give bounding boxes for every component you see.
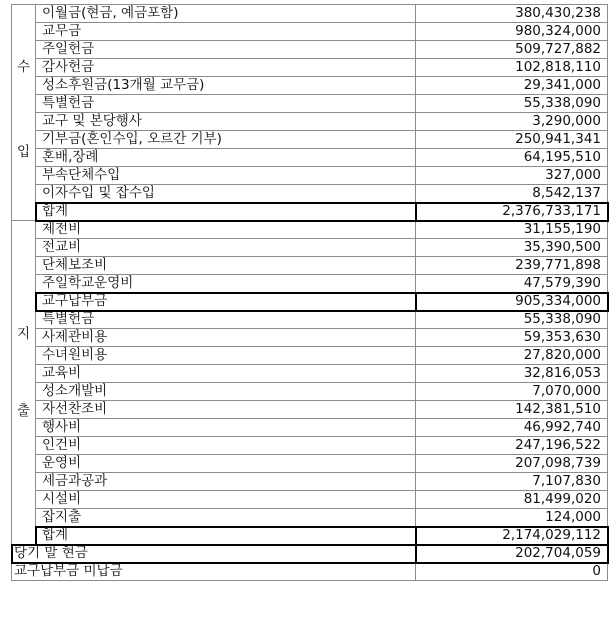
expense-item-value: 7,107,830 <box>416 473 608 491</box>
income-item-value: 55,338,090 <box>416 95 608 113</box>
finance-report <box>11 4 608 581</box>
expense-total-row <box>12 527 608 545</box>
expense-item-value: 81,499,020 <box>416 491 608 509</box>
income-section <box>12 5 608 221</box>
table-row <box>12 257 608 275</box>
expense-item-value: 27,820,000 <box>416 347 608 365</box>
footer-section <box>12 545 608 581</box>
table-row <box>12 329 608 347</box>
income-item-label: 기부금(혼인수입, 오르간 기부) <box>36 131 416 149</box>
table-row <box>12 167 608 185</box>
table-row <box>12 365 608 383</box>
unpaid-dues-value: 0 <box>416 563 608 581</box>
table-row <box>12 41 608 59</box>
table-row <box>12 311 608 329</box>
unpaid-dues-row <box>12 563 608 581</box>
expense-item-value: 55,338,090 <box>416 311 608 329</box>
expense-item-label: 자선찬조비 <box>36 401 416 419</box>
table-row <box>12 455 608 473</box>
expense-item-value: 905,334,000 <box>416 293 608 311</box>
income-item-label: 성소후원금(13개월 교무금) <box>36 77 416 95</box>
table-row <box>12 383 608 401</box>
expense-item-value: 207,098,739 <box>416 455 608 473</box>
table-row <box>12 59 608 77</box>
unpaid-dues-label: 교구납부금 미납금 <box>12 563 416 581</box>
table-row <box>12 473 608 491</box>
expense-item-value: 7,070,000 <box>416 383 608 401</box>
expense-total-label: 합계 <box>36 527 416 545</box>
table-row <box>12 77 608 95</box>
expense-section <box>12 221 608 545</box>
expense-item-label: 수녀원비용 <box>36 347 416 365</box>
income-item-value: 8,542,137 <box>416 185 608 203</box>
income-item-label: 혼배,장례 <box>36 149 416 167</box>
income-item-value: 64,195,510 <box>416 149 608 167</box>
expense-item-value: 32,816,053 <box>416 365 608 383</box>
income-total-row <box>12 203 608 221</box>
income-side-char-2: 입 <box>16 143 31 160</box>
expense-item-value: 59,353,630 <box>416 329 608 347</box>
table-row <box>12 185 608 203</box>
expense-item-value: 142,381,510 <box>416 401 608 419</box>
income-item-value: 102,818,110 <box>416 59 608 77</box>
expense-item-label: 전교비 <box>36 239 416 257</box>
income-item-label: 이자수입 및 잡수입 <box>36 185 416 203</box>
expense-item-label: 잡지출 <box>36 509 416 527</box>
table-row <box>12 5 608 23</box>
closing-cash-row <box>12 545 608 563</box>
income-side-label <box>12 5 36 221</box>
income-item-value: 327,000 <box>416 167 608 185</box>
expense-item-label: 단체보조비 <box>36 257 416 275</box>
expense-total-value: 2,174,029,112 <box>416 527 608 545</box>
expense-item-label: 제전비 <box>36 221 416 239</box>
expense-item-value: 239,771,898 <box>416 257 608 275</box>
income-total-value: 2,376,733,171 <box>416 203 608 221</box>
table-row <box>12 275 608 293</box>
table-row <box>12 419 608 437</box>
expense-item-label: 성소개발비 <box>36 383 416 401</box>
income-side-char-1: 수 <box>16 58 31 75</box>
income-item-label: 감사헌금 <box>36 59 416 77</box>
expense-item-label: 교구납부금 <box>36 293 416 311</box>
table-row <box>12 131 608 149</box>
closing-cash-label: 당기 말 현금 <box>12 545 416 563</box>
expense-side-label <box>12 221 36 545</box>
income-item-label: 이월금(현금, 예금포함) <box>36 5 416 23</box>
expense-item-label: 시설비 <box>36 491 416 509</box>
expense-item-label: 특별헌금 <box>36 311 416 329</box>
expense-item-value: 47,579,390 <box>416 275 608 293</box>
expense-item-value: 31,155,190 <box>416 221 608 239</box>
expense-item-value: 35,390,500 <box>416 239 608 257</box>
income-item-value: 509,727,882 <box>416 41 608 59</box>
table-row <box>12 509 608 527</box>
expense-item-value: 247,196,522 <box>416 437 608 455</box>
expense-side-char-2: 출 <box>16 402 31 419</box>
expense-item-label: 사제관비용 <box>36 329 416 347</box>
income-item-value: 3,290,000 <box>416 113 608 131</box>
income-item-value: 980,324,000 <box>416 23 608 41</box>
income-item-value: 380,430,238 <box>416 5 608 23</box>
table-row <box>12 491 608 509</box>
table-row <box>12 23 608 41</box>
closing-cash-value: 202,704,059 <box>416 545 608 563</box>
table-row <box>12 239 608 257</box>
table-row <box>12 347 608 365</box>
finance-table <box>11 4 608 581</box>
table-row <box>12 95 608 113</box>
income-item-label: 부속단체수입 <box>36 167 416 185</box>
table-row <box>12 293 608 311</box>
expense-side-char-1: 지 <box>16 325 31 342</box>
income-item-label: 교무금 <box>36 23 416 41</box>
expense-item-value: 124,000 <box>416 509 608 527</box>
income-item-label: 주일헌금 <box>36 41 416 59</box>
expense-item-label: 행사비 <box>36 419 416 437</box>
income-item-label: 교구 및 본당행사 <box>36 113 416 131</box>
expense-item-label: 주일학교운영비 <box>36 275 416 293</box>
table-row <box>12 113 608 131</box>
income-item-label: 특별헌금 <box>36 95 416 113</box>
income-item-value: 250,941,341 <box>416 131 608 149</box>
table-row <box>12 437 608 455</box>
table-row <box>12 149 608 167</box>
expense-item-label: 인건비 <box>36 437 416 455</box>
table-row <box>12 401 608 419</box>
income-item-value: 29,341,000 <box>416 77 608 95</box>
income-total-label: 합계 <box>36 203 416 221</box>
expense-item-label: 세금과공과 <box>36 473 416 491</box>
expense-item-value: 46,992,740 <box>416 419 608 437</box>
expense-item-label: 운영비 <box>36 455 416 473</box>
expense-item-label: 교육비 <box>36 365 416 383</box>
table-row <box>12 221 608 239</box>
